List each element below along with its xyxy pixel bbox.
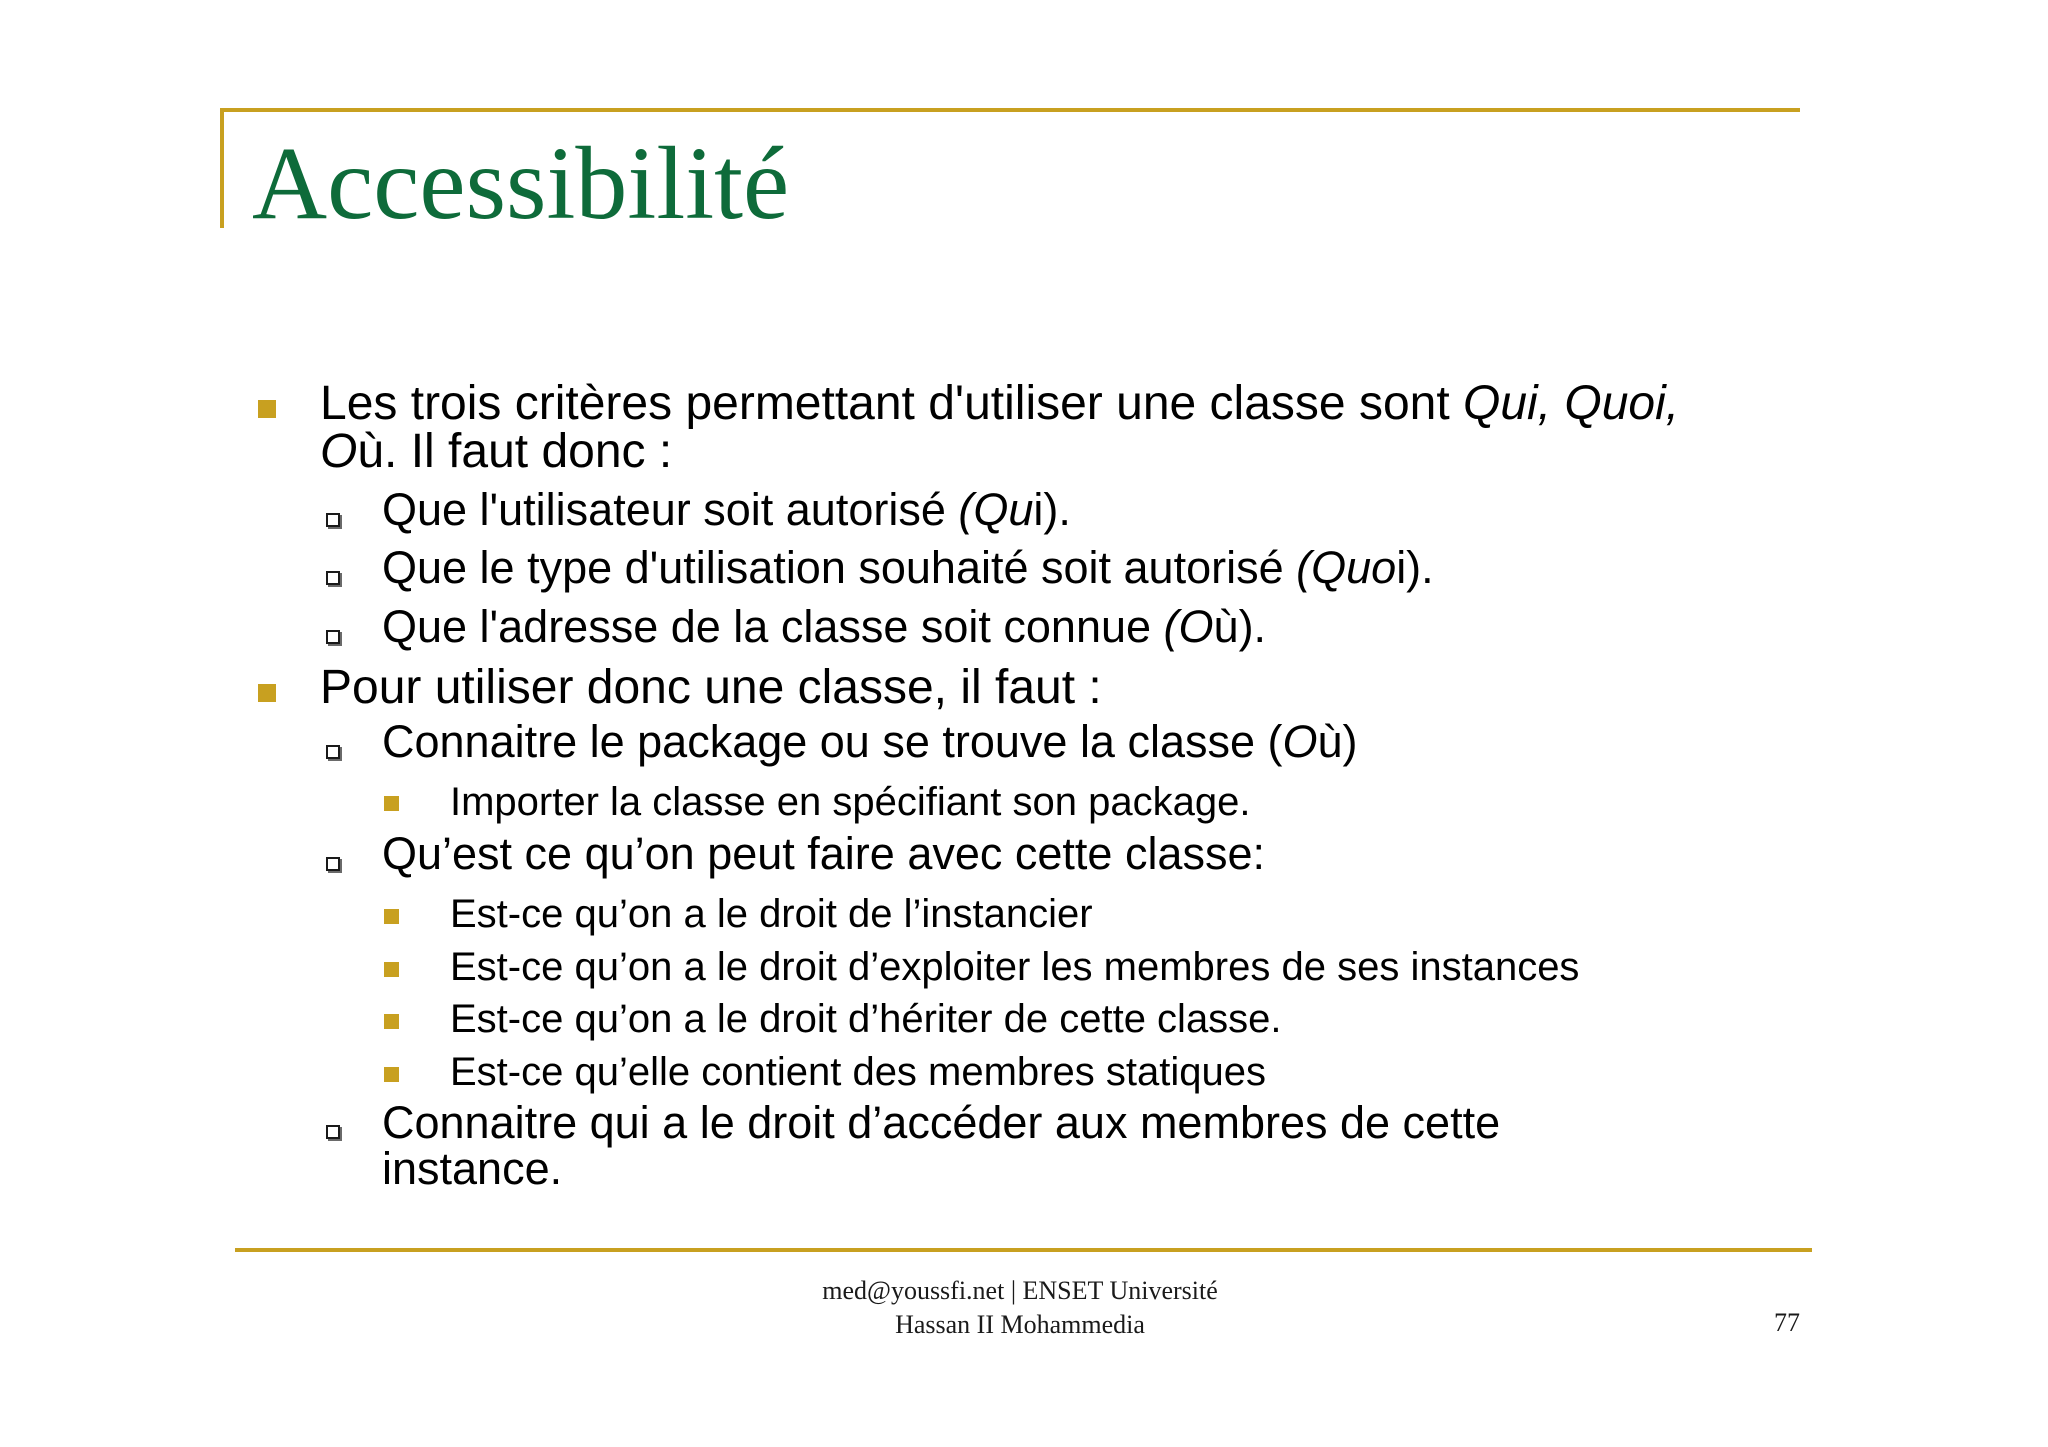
hollow-square-bullet-icon bbox=[326, 1125, 340, 1139]
sub-sub-bullet-import: Importer la classe en spécifiant son package. bbox=[450, 780, 1251, 824]
hollow-square-bullet-icon bbox=[326, 857, 340, 871]
hollow-square-bullet-icon bbox=[326, 745, 340, 759]
footer-line-2: Hassan II Mohammedia bbox=[895, 1310, 1145, 1339]
sub-bullet-qui-end: i). bbox=[1033, 484, 1071, 535]
small-square-bullet-icon bbox=[384, 962, 399, 977]
small-square-bullet-icon bbox=[384, 909, 399, 924]
sub-bullet-capabilities: Qu’est ce qu’on peut faire avec cette classe: bbox=[382, 828, 1265, 879]
sub-bullet-package-end: ù) bbox=[1317, 716, 1358, 767]
small-square-bullet-icon bbox=[384, 1067, 399, 1082]
sub-bullet-package-emphasis: O bbox=[1282, 716, 1318, 767]
sub-bullet-quoi-end: i). bbox=[1396, 542, 1434, 593]
square-bullet-icon bbox=[258, 684, 276, 702]
square-bullet-icon bbox=[258, 400, 276, 418]
bullet-criteria-emphasis: Qui, Quoi, bbox=[1463, 377, 1680, 430]
bullet-criteria-text: Les trois critères permettant d'utiliser une classe sont bbox=[320, 377, 1463, 430]
footer-line-1: med@youssfi.net | ENSET Université bbox=[822, 1276, 1218, 1305]
bullet-criteria-continued bbox=[320, 425, 1790, 478]
page-number: 77 bbox=[1774, 1308, 1800, 1337]
slide-title: Accessibilité bbox=[252, 126, 790, 241]
sub-sub-bullet-instantiate: Est-ce qu’on a le droit de l’instancier bbox=[450, 892, 1093, 936]
footer-credit bbox=[720, 1274, 1320, 1342]
small-square-bullet-icon bbox=[384, 1014, 399, 1029]
sub-bullet-package bbox=[382, 716, 1682, 767]
bullet-criteria-continued-text: ù. Il faut donc : bbox=[357, 425, 673, 478]
bullet-criteria bbox=[320, 377, 1790, 430]
sub-bullet-qui-text: Que l'utilisateur soit autorisé bbox=[382, 484, 959, 535]
sub-bullet-access: Connaitre qui a le droit d’accéder aux membres de cette bbox=[382, 1097, 1501, 1148]
sub-sub-bullet-inherit: Est-ce qu’on a le droit d’hériter de cette classe. bbox=[450, 997, 1282, 1041]
hollow-square-bullet-icon bbox=[326, 571, 340, 585]
sub-bullet-quoi-text: Que le type d'utilisation souhaité soit autorisé bbox=[382, 542, 1297, 593]
footer-rule bbox=[235, 1248, 1812, 1252]
sub-bullet-qui bbox=[382, 484, 1682, 535]
sub-sub-bullet-static: Est-ce qu’elle contient des membres statiques bbox=[450, 1050, 1266, 1094]
small-square-bullet-icon bbox=[384, 796, 399, 811]
hollow-square-bullet-icon bbox=[326, 630, 340, 644]
bullet-usage: Pour utiliser donc une classe, il faut : bbox=[320, 661, 1102, 714]
sub-bullet-quoi bbox=[382, 542, 1682, 593]
sub-bullet-quoi-emphasis: (Quo bbox=[1296, 542, 1397, 593]
hollow-square-bullet-icon bbox=[326, 513, 340, 527]
sub-bullet-package-text: Connaitre le package ou se trouve la classe ( bbox=[382, 716, 1283, 767]
sub-bullet-access-continued: instance. bbox=[382, 1143, 563, 1194]
sub-bullet-ou-end: ù). bbox=[1213, 601, 1267, 652]
sub-sub-bullet-exploit: Est-ce qu’on a le droit d’exploiter les membres de ses instances bbox=[450, 945, 1580, 989]
sub-bullet-qui-emphasis: (Qu bbox=[958, 484, 1034, 535]
title-top-rule bbox=[220, 108, 1800, 112]
sub-bullet-ou bbox=[382, 601, 1682, 652]
bullet-criteria-emphasis-o: O bbox=[320, 425, 358, 478]
sub-bullet-ou-text: Que l'adresse de la classe soit connue bbox=[382, 601, 1164, 652]
sub-bullet-ou-emphasis: (O bbox=[1163, 601, 1214, 652]
title-left-rule bbox=[220, 108, 224, 228]
